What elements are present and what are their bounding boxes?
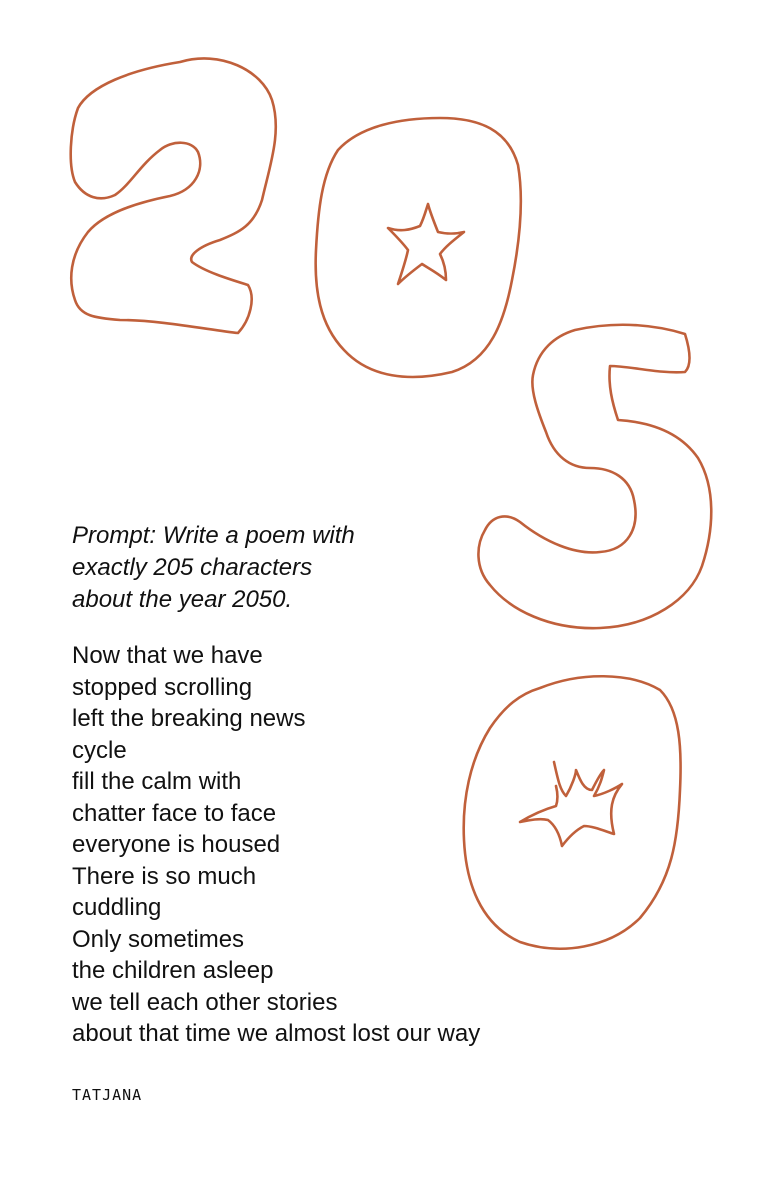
poem-line: chatter face to face (72, 799, 277, 827)
poem-prompt (72, 520, 432, 616)
poem-line: There is so much (72, 862, 257, 890)
poem-line: cycle (72, 736, 127, 764)
author-name: TATJANA (72, 1086, 143, 1104)
poem-line: the children asleep (72, 957, 274, 984)
prompt-line: about the year 2050. (72, 586, 293, 613)
prompt-line: Prompt: Write a poem with (72, 522, 355, 549)
poem-line: cuddling (72, 894, 162, 921)
star-doodle-1 (388, 204, 464, 284)
digit-5-outline (478, 325, 711, 628)
poem-line: stopped scrolling (72, 673, 253, 701)
poem-line: everyone is housed (72, 831, 281, 858)
poem-line: Now that we have (72, 642, 263, 669)
poem-line: about that time we almost lost our way (72, 1020, 481, 1047)
poem-line: left the breaking news (72, 705, 306, 732)
digit-0-outline (316, 118, 521, 377)
poem-body (72, 640, 552, 1050)
poem-line: we tell each other stories (72, 988, 338, 1016)
poem-line: Only sometimes (72, 925, 245, 953)
poem-line: fill the calm with (72, 768, 242, 795)
prompt-line: exactly 205 characters (72, 554, 313, 581)
digit-2-outline (71, 58, 276, 333)
